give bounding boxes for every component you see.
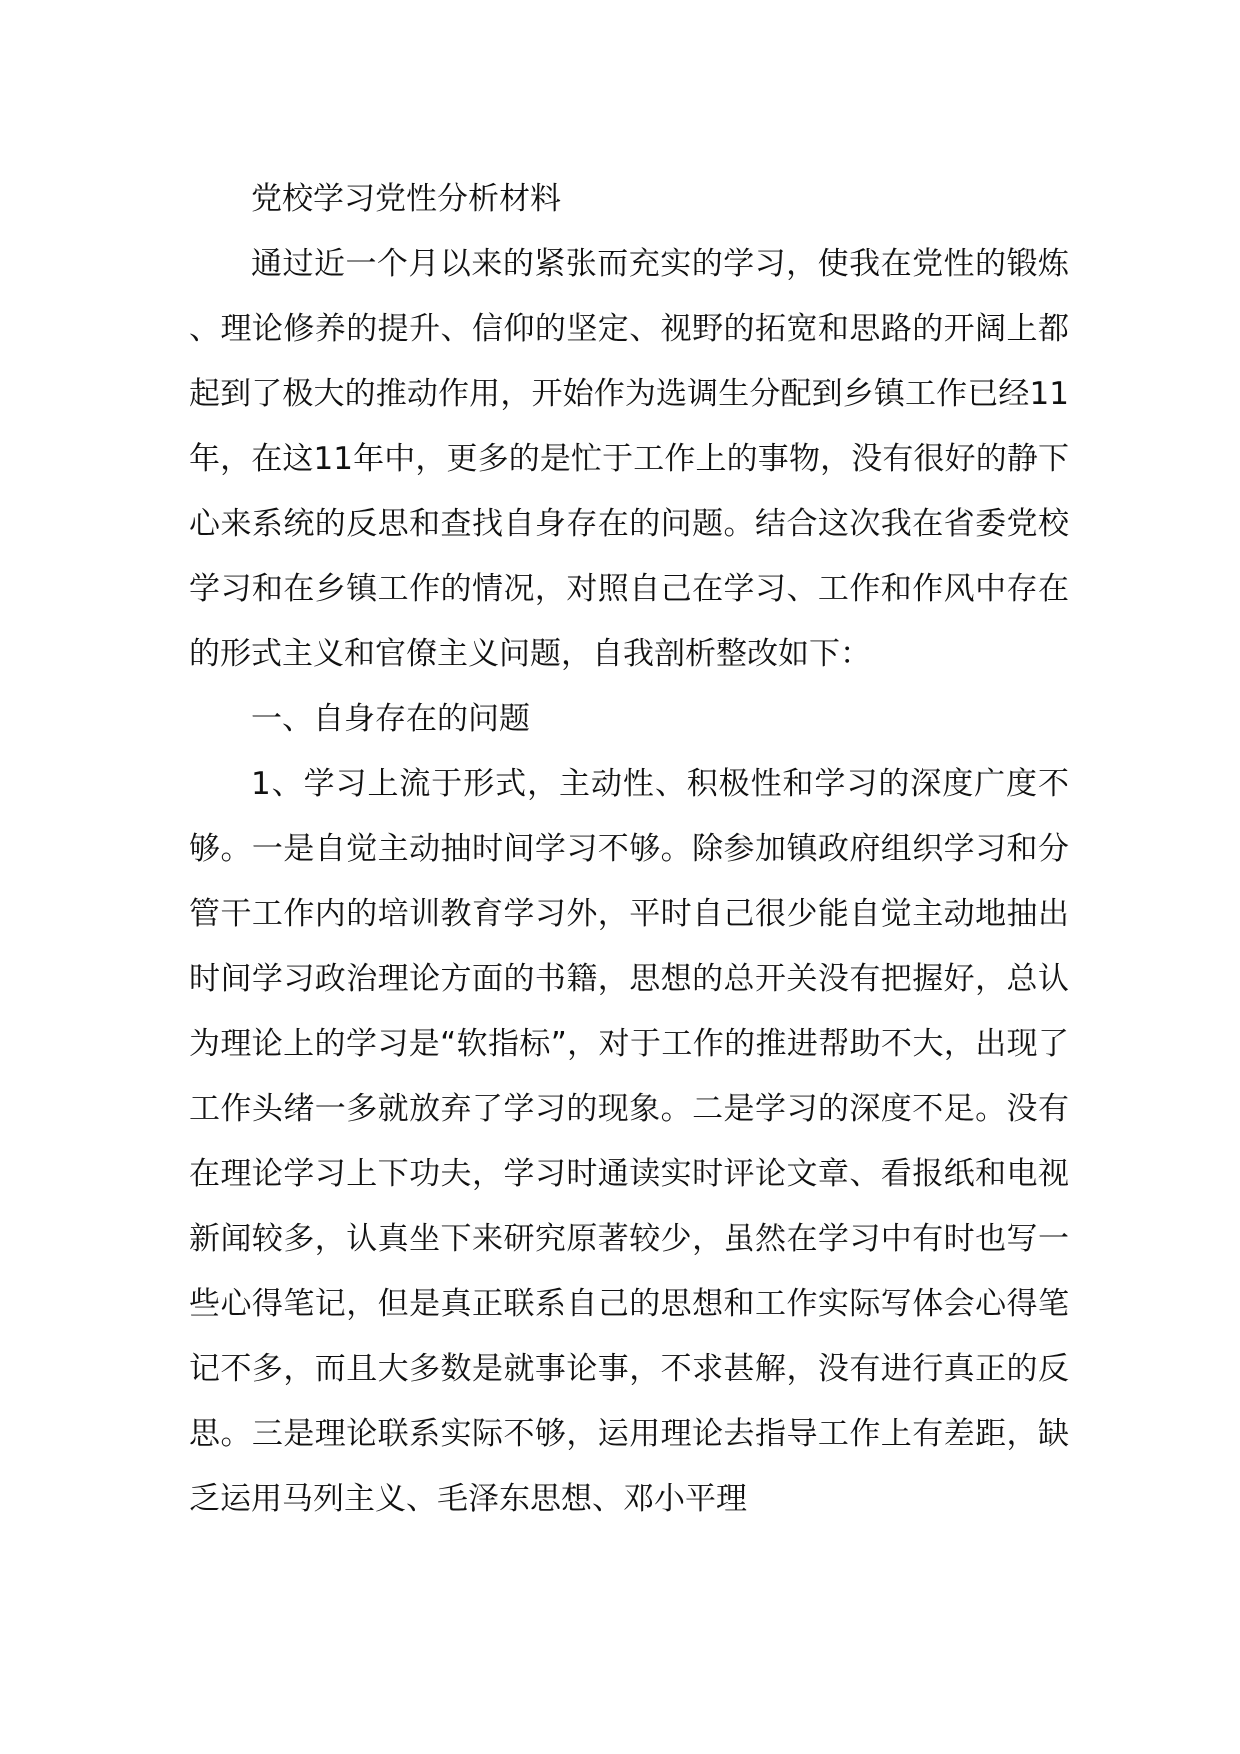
section-heading: 一、自身存在的问题	[251, 701, 530, 737]
document-body	[189, 167, 1069, 1532]
document-title: 党校学习党性分析材料	[251, 181, 561, 217]
section-paragraph: 1、学习上流于形式，主动性、积极性和学习的深度广度不够。一是自觉主动抽时间学习不够。除参加镇政府组织学习和分管干工作内的培训教育学习外，平时自己很少能自觉主动地抽出时间学习政治理论方面的书籍，思想的总开关没有把握好，总认为理论上的学习是“软指标”，对于工作的推进帮助不大，出现了工作头绪一多就放弃了学习的现象。二是学习的深度不足。没有在理论学习上下功夫，学习时通读实时评论文章、看报纸和电视新闻较多，认真坐下来研究原著较少，虽然在学习中有时也写一些心得笔记，但是真正联系自己的思想和工作实际写体会心得笔记不多，而且大多数是就事论事，不求甚解，没有进行真正的反思。三是理论联系实际不够，运用理论去指导工作上有差距，缺乏运用马列主义、毛泽东思想、邓小平理	[189, 766, 1069, 1517]
intro-paragraph: 通过近一个月以来的紧张而充实的学习，使我在党性的锻炼、理论修养的提升、信仰的坚定、视野的拓宽和思路的开阔上都起到了极大的推动作用，开始作为选调生分配到乡镇工作已经11年，在这11年中，更多的是忙于工作上的事物，没有很好的静下心来系统的反思和查找自身存在的问题。结合这次我在省委党校学习和在乡镇工作的情况，对照自己在学习、工作和作风中存在的形式主义和官僚主义问题，自我剖析整改如下：	[189, 246, 1069, 672]
